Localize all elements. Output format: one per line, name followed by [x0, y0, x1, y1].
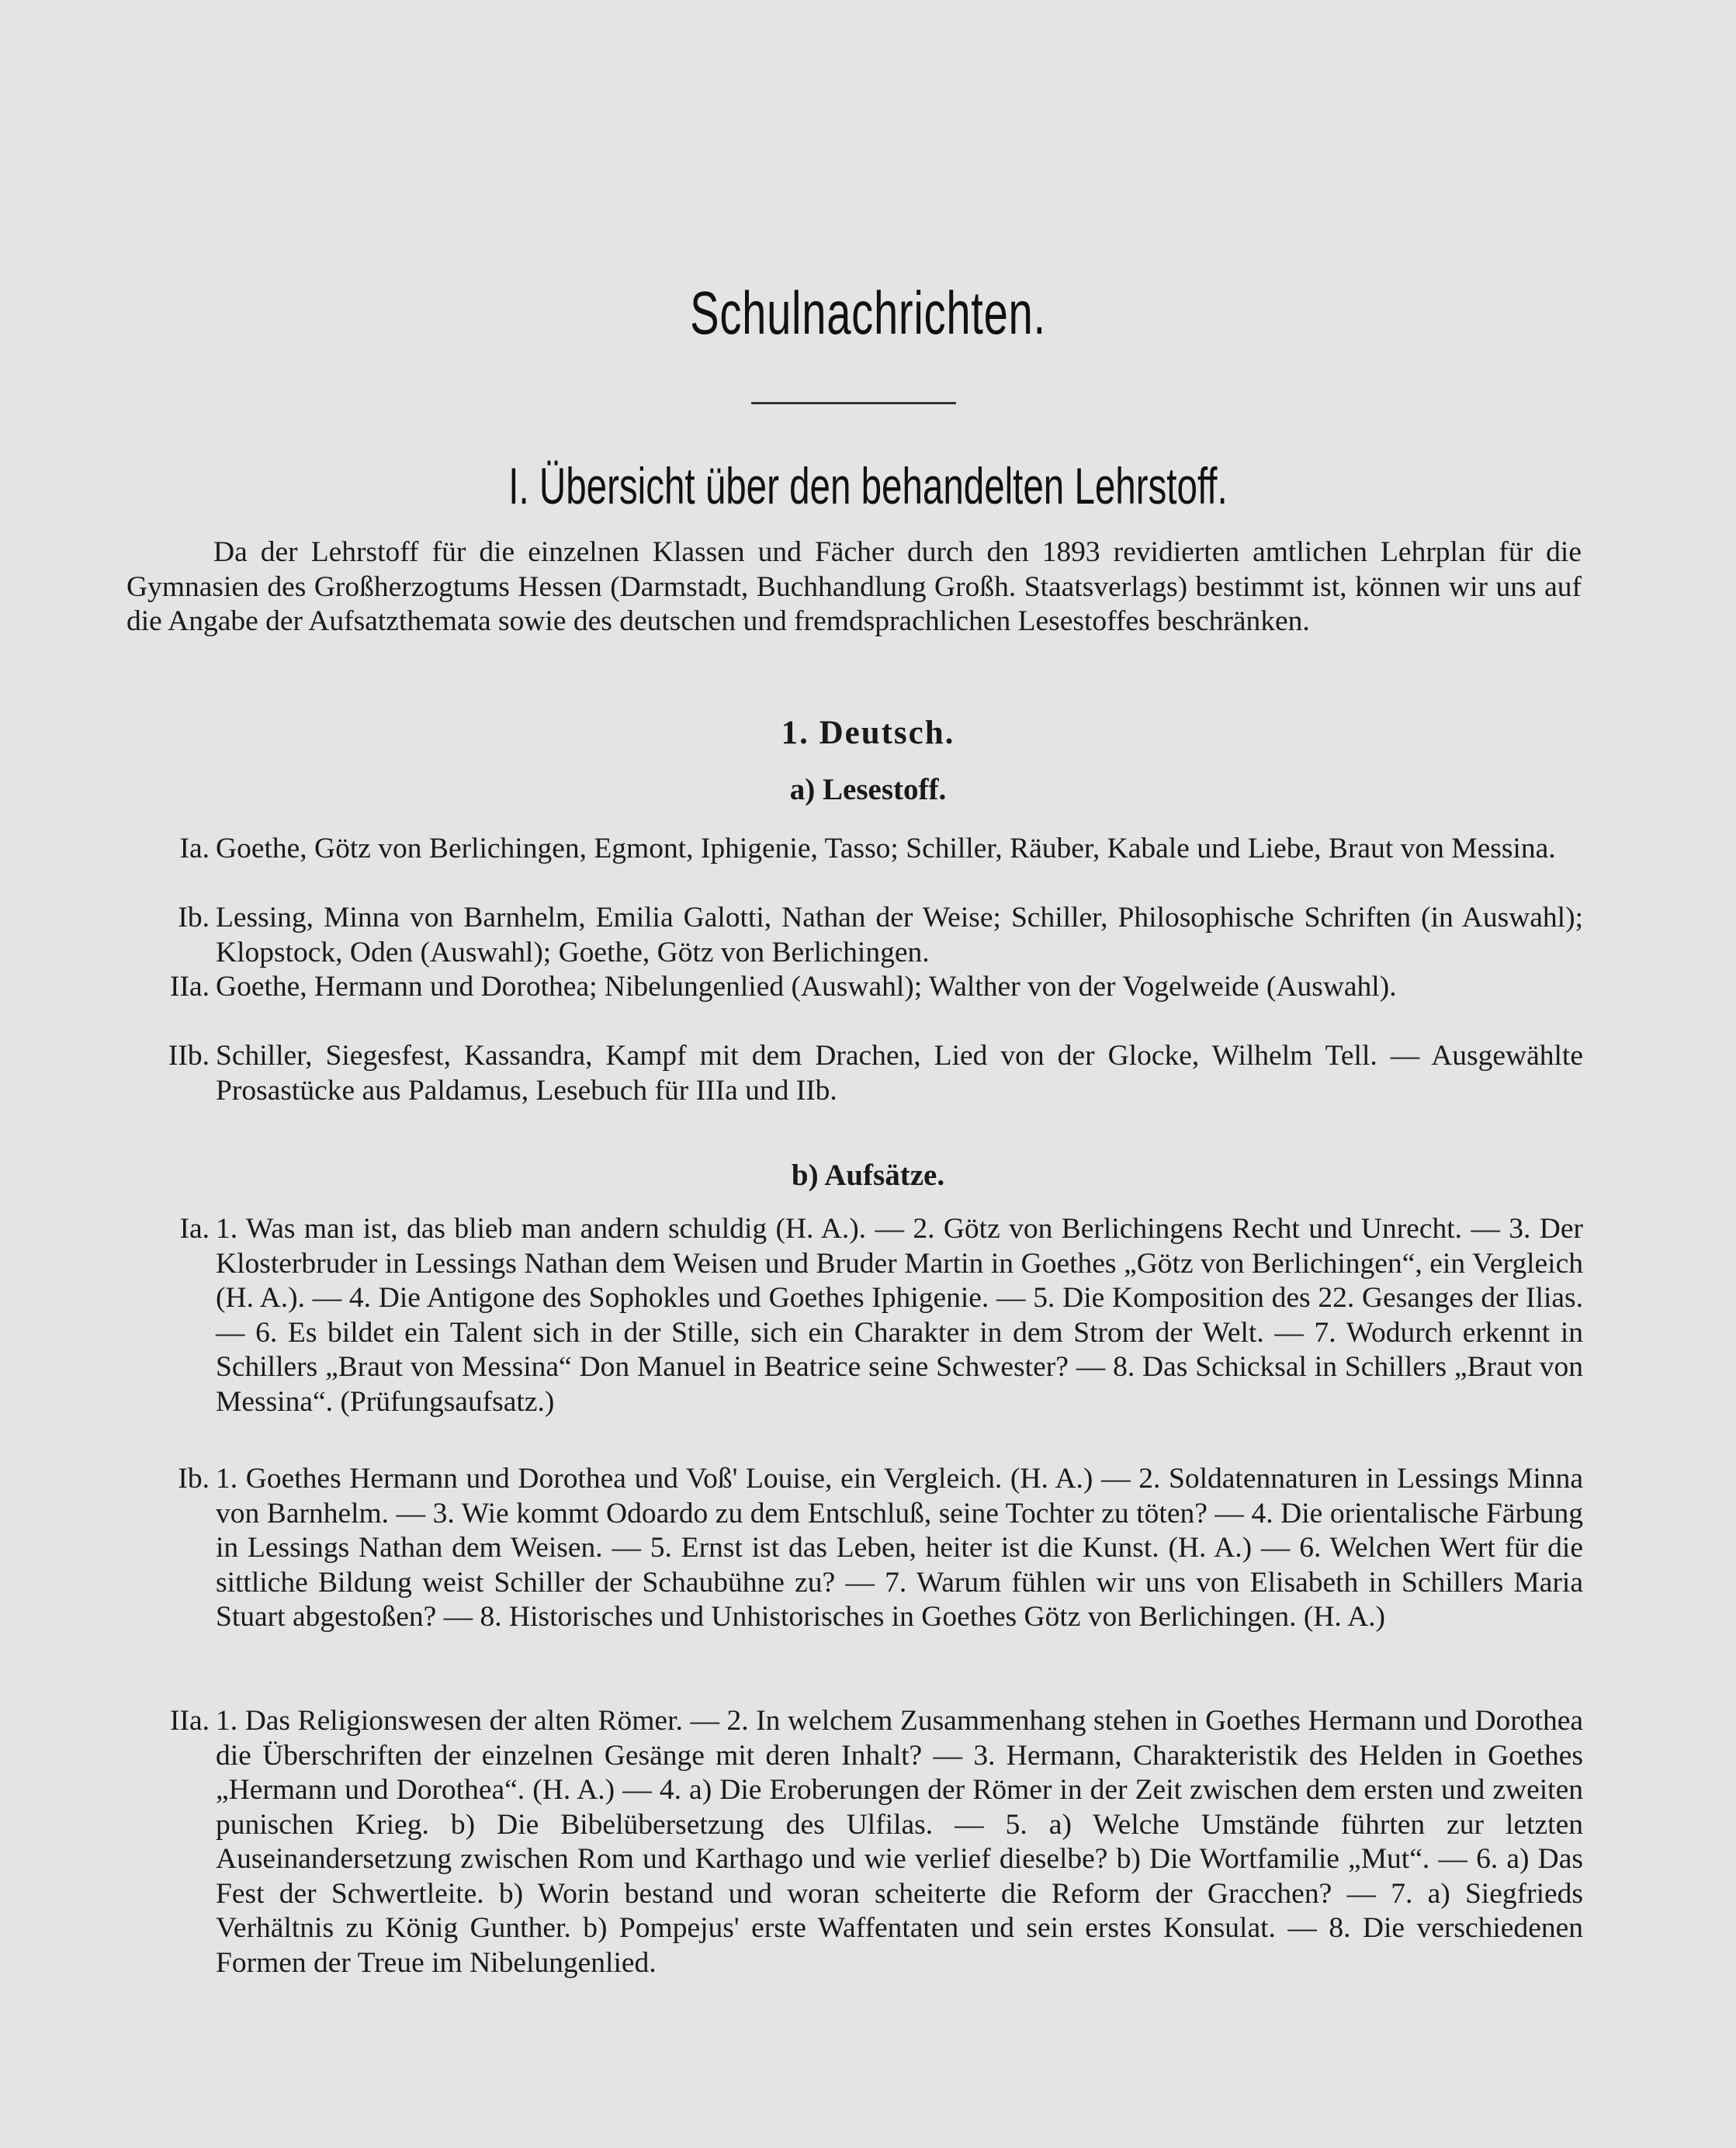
entry-text: 1. Goethes Hermann und Dorothea und Voß' Louise, ein Vergleich. (H. A.) — 2. Soldatennaturen in Lessings Minna von Barnhelm. — 3. Wie kommt Odoardo zu dem Entschluß, seine Tochter zu töten? — 4. Die orientalische Färbung in Lessings Nathan dem Weisen. — 5. Ernst ist das Leben, heiter ist die Kunst. (H. A.) — 6. Welchen Wert für die sittliche Bildung weist Schiller der Schaubühne zu? — 7. Warum fühlen wir uns von Elisabeth in Schillers Maria Stuart abgestoßen? — 8. Historisches und Unhistorisches in Goethes Götz von Berlichingen. (H. A.)	[216, 1463, 1583, 1633]
lesestoff-entry	[124, 832, 1583, 867]
section-heading: I. Übersicht über den behandelten Lehrstoff.	[508, 457, 1228, 514]
lesestoff-entry	[124, 901, 1583, 970]
entry-text: Schiller, Siegesfest, Kassandra, Kampf mit dem Drachen, Lied von der Glocke, Wilhelm Tell. — Ausgewählte Prosastücke aus Paldamus, Lesebuch für IIIa und IIb.	[216, 1040, 1583, 1107]
class-label: IIa.	[170, 971, 210, 1003]
class-label: Ia.	[179, 1213, 210, 1245]
intro-paragraph: Da der Lehrstoff für die einzelnen Klassen und Fächer durch den 1893 revidierten amtlichen Lehrplan für die Gymnasien des Großherzogtums Hessen (Darmstadt, Buchhandlung Großh. Staatsverlags) bestimmt ist, können wir uns auf die Angabe der Aufsatzthemata sowie des deutschen und fremdsprachlichen Lesestoffes beschränken.	[126, 536, 1582, 637]
lesestoff-heading: a) Lesestoff.	[789, 773, 947, 806]
lesestoff-entry	[124, 1039, 1583, 1108]
lesestoff-entry	[124, 970, 1583, 1005]
aufsatz-entry	[124, 1212, 1583, 1419]
aufsaetze-heading: b) Aufsätze.	[791, 1159, 945, 1192]
title-divider	[751, 402, 956, 404]
entry-text: 1. Was man ist, das blieb man andern schuldig (H. A.). — 2. Götz von Berlichingens Recht und Unrecht. — 3. Der Klosterbruder in Lessings Nathan dem Weisen und Bruder Martin in Goethes „Götz von Berlichingen“, ein Vergleich (H. A.). — 4. Die Antigone des Sophokles und Goethes Iphigenie. — 5. Die Komposition des 22. Gesanges der Ilias. — 6. Es bildet ein Talent sich in der Stille, sich ein Charakter in dem Strom der Welt. — 7. Wodurch erkennt in Schillers „Braut von Messina“ Don Manuel in Beatrice seine Schwester? — 8. Das Schicksal in Schillers „Braut von Messina“. (Prüfungsaufsatz.)	[216, 1213, 1583, 1418]
entry-text: 1. Das Religionswesen der alten Römer. — 2. In welchem Zusammenhang stehen in Goethes Hermann und Dorothea die Überschriften der einzelnen Gesänge mit deren Inhalt? — 3. Hermann, Charakteristik des Helden in Goethes „Hermann und Dorothea“. (H. A.) — 4. a) Die Eroberungen der Römer in der Zeit zwischen dem ersten und zweiten punischen Krieg. b) Die Bibelübersetzung des Ulfilas. — 5. a) Welche Umstände führten zur letzten Auseinandersetzung zwischen Rom und Karthago und wie verlief dieselbe? b) Die Wortfamilie „Mut“. — 6. a) Das Fest der Schwertleite. b) Worin bestand und woran scheiterte die Reform der Gracchen? — 7. a) Siegfrieds Verhältnis zu König Gunther. b) Pompejus' erste Waffentaten und sein erstes Konsulat. — 8. Die verschiedenen Formen der Treue im Nibelungenlied.	[216, 1705, 1583, 1979]
entry-text: Goethe, Hermann und Dorothea; Nibelungenlied (Auswahl); Walther von der Vogelweide (Auswahl).	[216, 971, 1397, 1003]
entry-text: Goethe, Götz von Berlichingen, Egmont, Iphigenie, Tasso; Schiller, Räuber, Kabale und Liebe, Braut von Messina.	[216, 833, 1556, 864]
subject-heading: 1. Deutsch.	[781, 715, 955, 751]
class-label: Ib.	[178, 1463, 210, 1495]
class-label: Ib.	[178, 902, 210, 934]
class-label: Ia.	[179, 833, 210, 864]
aufsatz-entry	[124, 1462, 1583, 1635]
page-title: Schulnachrichten.	[690, 279, 1046, 347]
class-label: IIb.	[168, 1040, 210, 1072]
entry-text: Lessing, Minna von Barnhelm, Emilia Galotti, Nathan der Weise; Schiller, Philosophische Schriften (in Auswahl); Klopstock, Oden (Auswahl); Goethe, Götz von Berlichingen.	[216, 902, 1583, 968]
class-label: IIa.	[170, 1705, 210, 1737]
aufsatz-entry	[124, 1704, 1583, 1980]
